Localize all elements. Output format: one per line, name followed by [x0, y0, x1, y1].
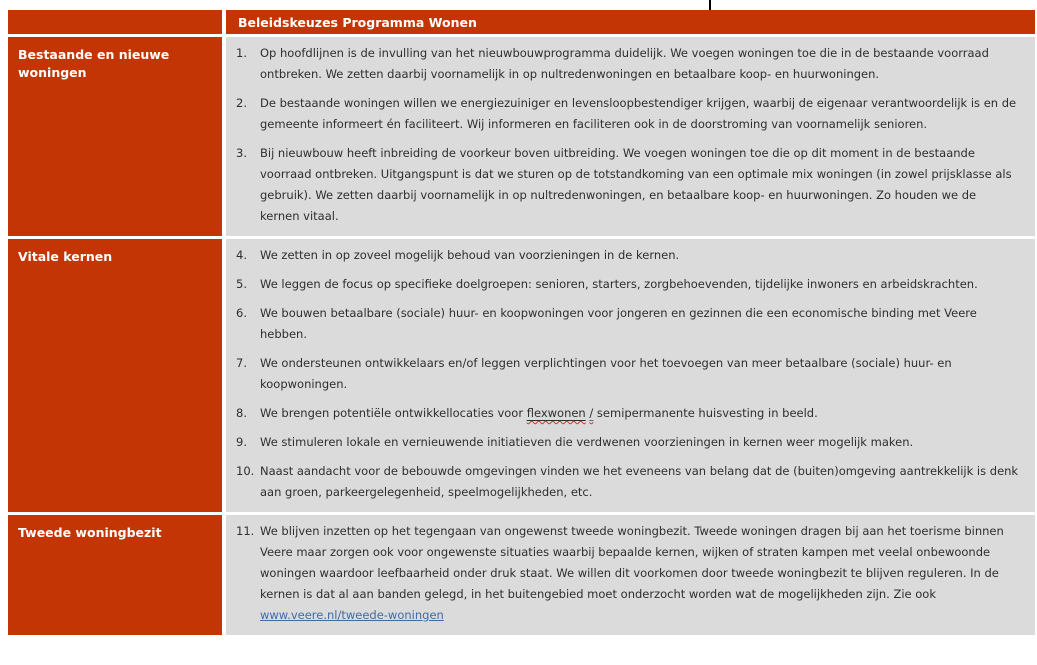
section-label-vitale-kernen [8, 239, 222, 512]
flexwonen-term: flexwonen [526, 406, 586, 420]
policy-item-9 [236, 432, 1019, 453]
item-text-after: semipermanente huisvesting in beeld. [593, 406, 818, 420]
section-label-text: Tweede woningbezit [18, 525, 162, 540]
policy-item-1 [236, 43, 1019, 85]
item-text: Bij nieuwbouw heeft inbreiding de voorkeur boven uitbreiding. We voegen woningen toe die op dit moment in de bestaande voorraad ontbreken. Uitgangspunt is dat we sturen op de totstandkoming van een optimale mix woningen (in zowel prijsklasse als gebruik). We zetten daarbij voornamelijk in op nultredenwoningen, en betaalbare koop- en huurwoningen. Zo houden we de kernen vitaal. [260, 146, 1012, 223]
policy-item-8 [236, 403, 1019, 424]
policy-item-6 [236, 303, 1019, 345]
section-content-bestaande-en-nieuwe-woningen [226, 37, 1035, 236]
tweede-woningen-link[interactable]: www.veere.nl/tweede-woningen [260, 608, 444, 622]
item-text: Naast aandacht voor de bebouwde omgevingen vinden we het eveneens van belang dat de (buiten)omgeving aantrekkelijk is denk aan groen, parkeergelegenheid, speelmogelijkheden, etc. [260, 464, 1019, 499]
section-label-tweede-woningbezit [8, 515, 222, 635]
item-number: 3. [236, 146, 247, 160]
section-content-tweede-woningbezit [226, 515, 1035, 635]
item-text: We zetten in op zoveel mogelijk behoud van voorzieningen in de kernen. [260, 248, 680, 262]
section-label-text: Bestaande en nieuwe woningen [18, 47, 170, 80]
item-number: 5. [236, 277, 247, 291]
item-number: 11. [236, 524, 255, 538]
table-header-title: Beleidskeuzes Programma Wonen [238, 15, 477, 30]
item-number: 7. [236, 356, 247, 370]
policy-item-10 [236, 461, 1019, 503]
item-number: 1. [236, 46, 247, 60]
item-text: Op hoofdlijnen is de invulling van het nieuwbouwprogramma duidelijk. We voegen woningen toe die in de bestaande voorraad ontbreken. We zetten daarbij voornamelijk in op nultredenwoningen en betaalbare koop- en huurwoningen. [260, 46, 989, 81]
policy-item-2 [236, 93, 1019, 135]
policy-item-11 [236, 521, 1019, 626]
slash-mark: / [589, 406, 594, 420]
policy-table [8, 10, 1035, 635]
policy-item-4 [236, 245, 1019, 266]
item-text: We bouwen betaalbare (sociale) huur- en koopwoningen voor jongeren en gezinnen die een economische binding met Veere hebben. [260, 306, 977, 341]
section-label-bestaande-en-nieuwe-woningen [8, 37, 222, 236]
policy-item-5 [236, 274, 1019, 295]
item-text [260, 521, 1019, 626]
item-number: 2. [236, 96, 247, 110]
item-text: We ondersteunen ontwikkelaars en/of leggen verplichtingen voor het toevoegen van meer betaalbare (sociale) huur- en koopwoningen. [260, 356, 952, 391]
item-text [260, 403, 1019, 424]
section-label-text: Vitale kernen [18, 249, 113, 264]
item-number: 6. [236, 306, 247, 320]
item-text: We stimuleren lokale en vernieuwende initiatieven die verdwenen voorzieningen in kernen weer mogelijk maken. [260, 435, 914, 449]
policy-item-7 [236, 353, 1019, 395]
item-text-before: We brengen potentiële ontwikkellocaties voor [260, 406, 527, 420]
item-text: De bestaande woningen willen we energiezuiniger en levensloopbestendiger krijgen, waarbij de eigenaar verantwoordelijk is en de gemeente informeert én faciliteert. Wij informeren en faciliteren ook in de doorstroming van voornamelijk senioren. [260, 96, 1017, 131]
section-content-vitale-kernen [226, 239, 1035, 512]
header-empty-cell [8, 10, 222, 34]
item-number: 9. [236, 435, 247, 449]
header-policy-cell [226, 10, 1035, 34]
cursor-tick-mark [709, 0, 711, 10]
item-text: We leggen de focus op specifieke doelgroepen: senioren, starters, zorgbehoevenden, tijdelijke inwoners en arbeidskrachten. [260, 277, 978, 291]
flexwonen-term-spellcheck [527, 406, 586, 420]
item-number: 8. [236, 406, 247, 420]
item-text-before-link: We blijven inzetten op het tegengaan van ongewenst tweede woningbezit. Tweede woningen dragen bij aan het toerisme binnen Veere maar zorgen ook voor ongewenste situaties waarbij bepaalde kernen, wijken of straten kampen met veelal onbewoonde woningen waardoor leefbaarheid onder druk staat. We willen dit voorkomen door tweede woningbezit te blijven reguleren. In de kernen is dat al aan banden gelegd, in het buitengebied moet onderzocht worden wat de mogelijkheden zijn. Zie ook [260, 524, 1004, 601]
item-number: 4. [236, 248, 247, 262]
policy-item-3 [236, 143, 1019, 227]
item-number: 10. [236, 464, 255, 478]
